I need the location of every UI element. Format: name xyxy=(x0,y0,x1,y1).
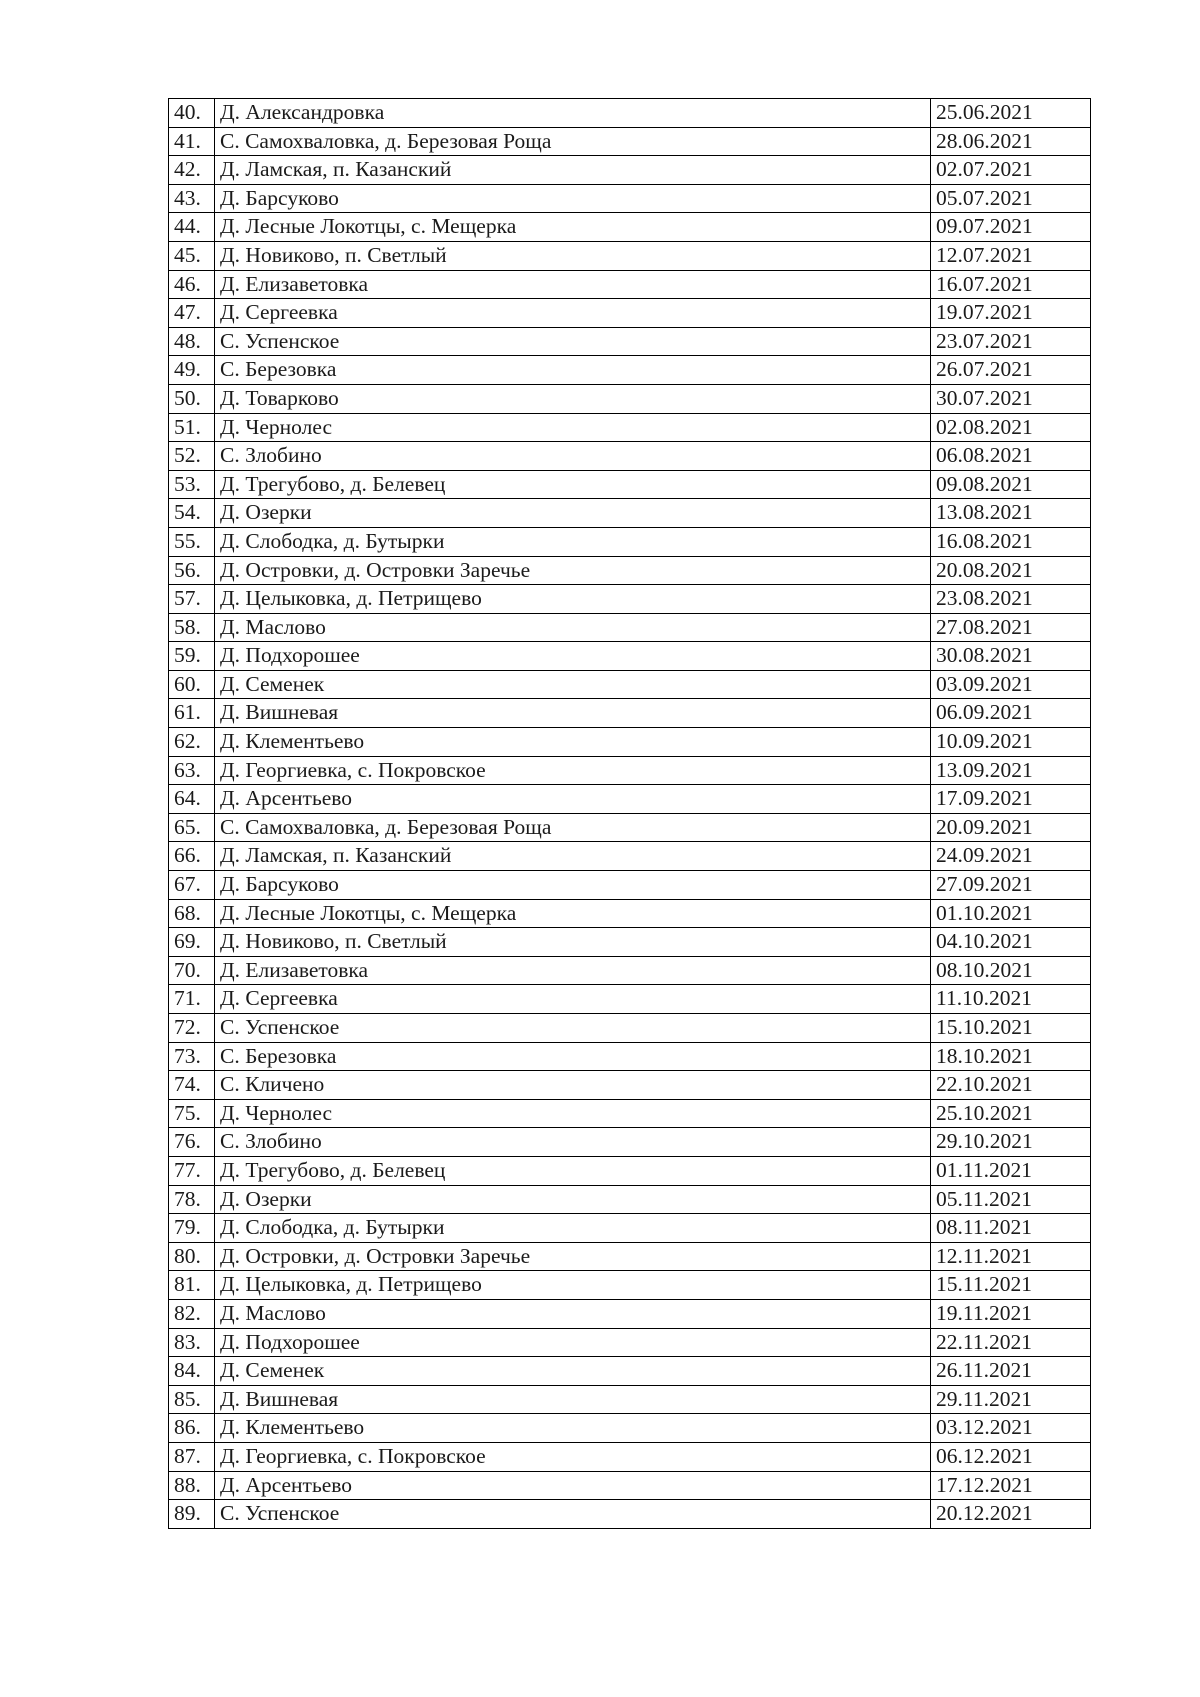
row-number-cell: 56. xyxy=(169,556,215,585)
date-cell: 15.10.2021 xyxy=(931,1014,1091,1043)
settlement-cell: Д. Маслово xyxy=(215,1299,931,1328)
settlement-cell: Д. Слободка, д. Бутырки xyxy=(215,527,931,556)
table-row xyxy=(169,384,1091,413)
row-number-cell: 89. xyxy=(169,1500,215,1529)
table-row xyxy=(169,756,1091,785)
date-cell: 12.11.2021 xyxy=(931,1242,1091,1271)
row-number-cell: 52. xyxy=(169,442,215,471)
row-number-cell: 44. xyxy=(169,213,215,242)
date-cell: 22.10.2021 xyxy=(931,1071,1091,1100)
table-row xyxy=(169,327,1091,356)
date-cell: 09.07.2021 xyxy=(931,213,1091,242)
table-row xyxy=(169,1014,1091,1043)
settlement-cell: С. Самохваловка, д. Березовая Роща xyxy=(215,813,931,842)
row-number-cell: 84. xyxy=(169,1357,215,1386)
date-cell: 06.08.2021 xyxy=(931,442,1091,471)
row-number-cell: 41. xyxy=(169,127,215,156)
date-cell: 20.08.2021 xyxy=(931,556,1091,585)
date-cell: 13.09.2021 xyxy=(931,756,1091,785)
table-row xyxy=(169,99,1091,128)
settlement-cell: С. Успенское xyxy=(215,1500,931,1529)
table-row xyxy=(169,127,1091,156)
table-row xyxy=(169,470,1091,499)
table-row xyxy=(169,1042,1091,1071)
date-cell: 16.08.2021 xyxy=(931,527,1091,556)
date-cell: 19.07.2021 xyxy=(931,299,1091,328)
row-number-cell: 74. xyxy=(169,1071,215,1100)
settlement-cell: Д. Клементьево xyxy=(215,728,931,757)
date-cell: 02.08.2021 xyxy=(931,413,1091,442)
table-row xyxy=(169,1214,1091,1243)
schedule-table-body xyxy=(169,99,1091,1529)
row-number-cell: 73. xyxy=(169,1042,215,1071)
settlement-cell: Д. Сергеевка xyxy=(215,985,931,1014)
date-cell: 30.08.2021 xyxy=(931,642,1091,671)
row-number-cell: 61. xyxy=(169,699,215,728)
row-number-cell: 86. xyxy=(169,1414,215,1443)
date-cell: 24.09.2021 xyxy=(931,842,1091,871)
row-number-cell: 76. xyxy=(169,1128,215,1157)
row-number-cell: 43. xyxy=(169,184,215,213)
settlement-cell: С. Злобино xyxy=(215,1128,931,1157)
settlement-cell: Д. Вишневая xyxy=(215,699,931,728)
date-cell: 23.07.2021 xyxy=(931,327,1091,356)
settlement-cell: Д. Новиково, п. Светлый xyxy=(215,928,931,957)
settlement-cell: Д. Барсуково xyxy=(215,184,931,213)
row-number-cell: 62. xyxy=(169,728,215,757)
table-row xyxy=(169,871,1091,900)
settlement-cell: Д. Чернолес xyxy=(215,1099,931,1128)
table-row xyxy=(169,1414,1091,1443)
row-number-cell: 68. xyxy=(169,899,215,928)
settlement-cell: Д. Маслово xyxy=(215,613,931,642)
settlement-cell: Д. Клементьево xyxy=(215,1414,931,1443)
row-number-cell: 67. xyxy=(169,871,215,900)
settlement-cell: Д. Целыковка, д. Петрищево xyxy=(215,585,931,614)
table-row xyxy=(169,1271,1091,1300)
date-cell: 25.06.2021 xyxy=(931,99,1091,128)
settlement-cell: Д. Семенек xyxy=(215,670,931,699)
table-row xyxy=(169,184,1091,213)
row-number-cell: 78. xyxy=(169,1185,215,1214)
row-number-cell: 57. xyxy=(169,585,215,614)
row-number-cell: 85. xyxy=(169,1385,215,1414)
settlement-cell: С. Березовка xyxy=(215,1042,931,1071)
row-number-cell: 83. xyxy=(169,1328,215,1357)
settlement-cell: С. Самохваловка, д. Березовая Роща xyxy=(215,127,931,156)
settlement-cell: Д. Арсентьево xyxy=(215,1471,931,1500)
settlement-cell: Д. Георгиевка, с. Покровское xyxy=(215,756,931,785)
table-row xyxy=(169,1500,1091,1529)
row-number-cell: 87. xyxy=(169,1442,215,1471)
date-cell: 15.11.2021 xyxy=(931,1271,1091,1300)
settlement-cell: Д. Сергеевка xyxy=(215,299,931,328)
date-cell: 23.08.2021 xyxy=(931,585,1091,614)
row-number-cell: 63. xyxy=(169,756,215,785)
row-number-cell: 77. xyxy=(169,1156,215,1185)
row-number-cell: 40. xyxy=(169,99,215,128)
date-cell: 26.07.2021 xyxy=(931,356,1091,385)
table-row xyxy=(169,613,1091,642)
row-number-cell: 46. xyxy=(169,270,215,299)
row-number-cell: 47. xyxy=(169,299,215,328)
date-cell: 03.12.2021 xyxy=(931,1414,1091,1443)
table-row xyxy=(169,413,1091,442)
row-number-cell: 55. xyxy=(169,527,215,556)
row-number-cell: 60. xyxy=(169,670,215,699)
table-row xyxy=(169,670,1091,699)
date-cell: 17.09.2021 xyxy=(931,785,1091,814)
date-cell: 29.10.2021 xyxy=(931,1128,1091,1157)
date-cell: 09.08.2021 xyxy=(931,470,1091,499)
date-cell: 01.10.2021 xyxy=(931,899,1091,928)
table-row xyxy=(169,785,1091,814)
settlement-cell: Д. Озерки xyxy=(215,1185,931,1214)
settlement-cell: Д. Трегубово, д. Белевец xyxy=(215,470,931,499)
row-number-cell: 48. xyxy=(169,327,215,356)
table-row xyxy=(169,1156,1091,1185)
table-row xyxy=(169,1328,1091,1357)
settlement-cell: Д. Островки, д. Островки Заречье xyxy=(215,1242,931,1271)
date-cell: 19.11.2021 xyxy=(931,1299,1091,1328)
settlement-cell: Д. Подхорошее xyxy=(215,642,931,671)
table-row xyxy=(169,1442,1091,1471)
table-row xyxy=(169,956,1091,985)
date-cell: 08.10.2021 xyxy=(931,956,1091,985)
schedule-table xyxy=(168,98,1091,1529)
table-row xyxy=(169,642,1091,671)
row-number-cell: 49. xyxy=(169,356,215,385)
table-row xyxy=(169,1357,1091,1386)
row-number-cell: 51. xyxy=(169,413,215,442)
settlement-cell: С. Успенское xyxy=(215,327,931,356)
row-number-cell: 54. xyxy=(169,499,215,528)
table-row xyxy=(169,728,1091,757)
table-row xyxy=(169,1128,1091,1157)
table-row xyxy=(169,499,1091,528)
row-number-cell: 69. xyxy=(169,928,215,957)
date-cell: 20.12.2021 xyxy=(931,1500,1091,1529)
date-cell: 03.09.2021 xyxy=(931,670,1091,699)
settlement-cell: Д. Целыковка, д. Петрищево xyxy=(215,1271,931,1300)
table-row xyxy=(169,899,1091,928)
date-cell: 12.07.2021 xyxy=(931,241,1091,270)
table-row xyxy=(169,985,1091,1014)
table-row xyxy=(169,442,1091,471)
date-cell: 27.08.2021 xyxy=(931,613,1091,642)
date-cell: 08.11.2021 xyxy=(931,1214,1091,1243)
row-number-cell: 71. xyxy=(169,985,215,1014)
row-number-cell: 80. xyxy=(169,1242,215,1271)
settlement-cell: С. Злобино xyxy=(215,442,931,471)
table-row xyxy=(169,699,1091,728)
row-number-cell: 59. xyxy=(169,642,215,671)
row-number-cell: 58. xyxy=(169,613,215,642)
date-cell: 28.06.2021 xyxy=(931,127,1091,156)
settlement-cell: Д. Слободка, д. Бутырки xyxy=(215,1214,931,1243)
settlement-cell: Д. Барсуково xyxy=(215,871,931,900)
table-row xyxy=(169,213,1091,242)
settlement-cell: Д. Александровка xyxy=(215,99,931,128)
row-number-cell: 75. xyxy=(169,1099,215,1128)
table-row xyxy=(169,842,1091,871)
row-number-cell: 70. xyxy=(169,956,215,985)
settlement-cell: Д. Товарково xyxy=(215,384,931,413)
date-cell: 05.07.2021 xyxy=(931,184,1091,213)
settlement-cell: Д. Елизаветовка xyxy=(215,956,931,985)
table-row xyxy=(169,356,1091,385)
settlement-cell: Д. Семенек xyxy=(215,1357,931,1386)
table-row xyxy=(169,241,1091,270)
settlement-cell: Д. Лесные Локотцы, с. Мещерка xyxy=(215,899,931,928)
row-number-cell: 79. xyxy=(169,1214,215,1243)
date-cell: 06.12.2021 xyxy=(931,1442,1091,1471)
settlement-cell: Д. Озерки xyxy=(215,499,931,528)
row-number-cell: 53. xyxy=(169,470,215,499)
settlement-cell: Д. Елизаветовка xyxy=(215,270,931,299)
settlement-cell: Д. Ламская, п. Казанский xyxy=(215,156,931,185)
date-cell: 13.08.2021 xyxy=(931,499,1091,528)
table-row xyxy=(169,1299,1091,1328)
row-number-cell: 64. xyxy=(169,785,215,814)
settlement-cell: Д. Ламская, п. Казанский xyxy=(215,842,931,871)
settlement-cell: Д. Вишневая xyxy=(215,1385,931,1414)
table-row xyxy=(169,1185,1091,1214)
settlement-cell: С. Кличено xyxy=(215,1071,931,1100)
date-cell: 30.07.2021 xyxy=(931,384,1091,413)
table-row xyxy=(169,585,1091,614)
row-number-cell: 50. xyxy=(169,384,215,413)
table-row xyxy=(169,1471,1091,1500)
date-cell: 22.11.2021 xyxy=(931,1328,1091,1357)
row-number-cell: 65. xyxy=(169,813,215,842)
settlement-cell: Д. Островки, д. Островки Заречье xyxy=(215,556,931,585)
settlement-cell: С. Успенское xyxy=(215,1014,931,1043)
settlement-cell: Д. Чернолес xyxy=(215,413,931,442)
date-cell: 01.11.2021 xyxy=(931,1156,1091,1185)
settlement-cell: Д. Трегубово, д. Белевец xyxy=(215,1156,931,1185)
table-row xyxy=(169,299,1091,328)
date-cell: 26.11.2021 xyxy=(931,1357,1091,1386)
date-cell: 25.10.2021 xyxy=(931,1099,1091,1128)
row-number-cell: 42. xyxy=(169,156,215,185)
date-cell: 02.07.2021 xyxy=(931,156,1091,185)
table-row xyxy=(169,527,1091,556)
settlement-cell: С. Березовка xyxy=(215,356,931,385)
table-row xyxy=(169,1099,1091,1128)
settlement-cell: Д. Арсентьево xyxy=(215,785,931,814)
table-row xyxy=(169,1071,1091,1100)
table-row xyxy=(169,928,1091,957)
date-cell: 27.09.2021 xyxy=(931,871,1091,900)
row-number-cell: 66. xyxy=(169,842,215,871)
row-number-cell: 82. xyxy=(169,1299,215,1328)
row-number-cell: 81. xyxy=(169,1271,215,1300)
settlement-cell: Д. Георгиевка, с. Покровское xyxy=(215,1442,931,1471)
date-cell: 10.09.2021 xyxy=(931,728,1091,757)
date-cell: 11.10.2021 xyxy=(931,985,1091,1014)
settlement-cell: Д. Подхорошее xyxy=(215,1328,931,1357)
table-row xyxy=(169,556,1091,585)
date-cell: 16.07.2021 xyxy=(931,270,1091,299)
date-cell: 05.11.2021 xyxy=(931,1185,1091,1214)
table-row xyxy=(169,270,1091,299)
date-cell: 06.09.2021 xyxy=(931,699,1091,728)
date-cell: 17.12.2021 xyxy=(931,1471,1091,1500)
date-cell: 20.09.2021 xyxy=(931,813,1091,842)
settlement-cell: Д. Новиково, п. Светлый xyxy=(215,241,931,270)
row-number-cell: 45. xyxy=(169,241,215,270)
date-cell: 04.10.2021 xyxy=(931,928,1091,957)
date-cell: 29.11.2021 xyxy=(931,1385,1091,1414)
table-row xyxy=(169,1385,1091,1414)
table-row xyxy=(169,1242,1091,1271)
table-row xyxy=(169,156,1091,185)
settlement-cell: Д. Лесные Локотцы, с. Мещерка xyxy=(215,213,931,242)
row-number-cell: 72. xyxy=(169,1014,215,1043)
date-cell: 18.10.2021 xyxy=(931,1042,1091,1071)
table-row xyxy=(169,813,1091,842)
row-number-cell: 88. xyxy=(169,1471,215,1500)
